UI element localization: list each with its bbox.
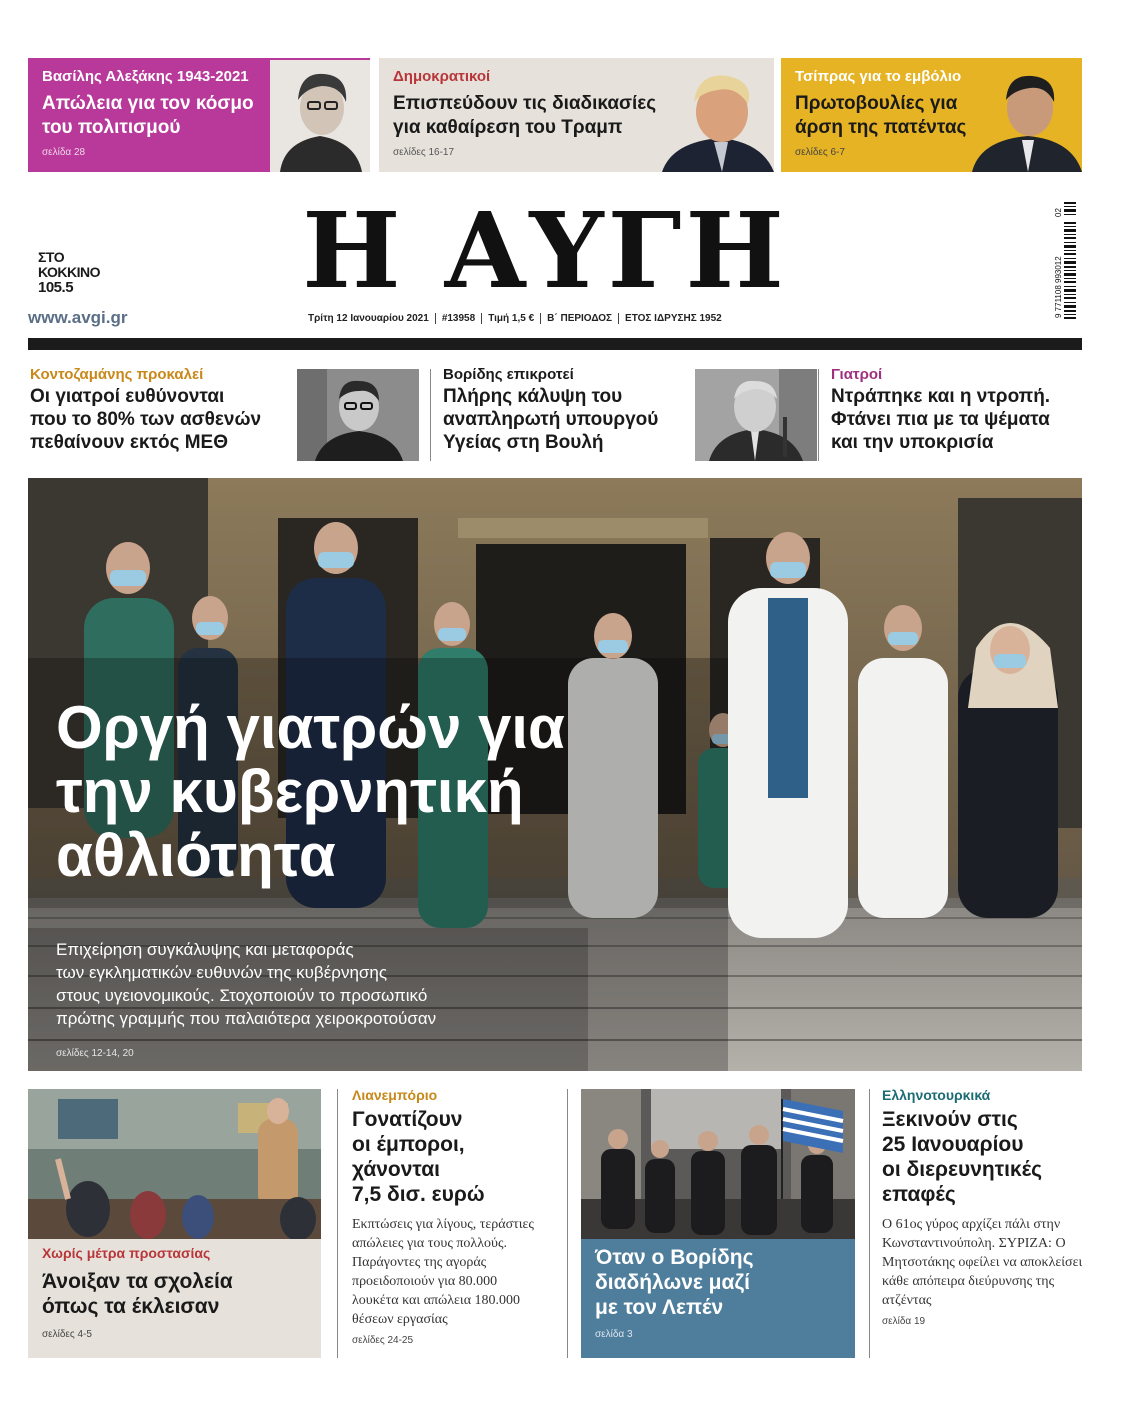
story-schools[interactable] <box>28 1089 321 1358</box>
issue-period: Β΄ ΠΕΡΙΟΔΟΣ <box>541 313 619 324</box>
column-divider <box>818 369 819 461</box>
hero-headline[interactable] <box>56 696 696 888</box>
story-title-line: Ξεκινούν στις <box>882 1108 1018 1131</box>
teaser-title-line: για καθαίρεση του Τραμπ <box>393 117 623 138</box>
protest-photo <box>581 1089 855 1239</box>
teaser-title <box>30 385 295 454</box>
story-title-line: 7,5 δισ. ευρώ <box>352 1183 485 1206</box>
story-title <box>882 1107 1092 1207</box>
hero-deck <box>56 938 526 1030</box>
teaser-title-line: Ντράπηκε και η ντροπή. <box>831 386 1051 407</box>
teaser-alexakis[interactable] <box>28 58 370 172</box>
story-voridis-lepen[interactable] <box>581 1089 855 1358</box>
teaser-doctors[interactable] <box>831 366 1096 454</box>
teaser-tsipras[interactable] <box>781 58 1082 172</box>
teaser-title-line: Υγείας στη Βουλή <box>443 432 604 453</box>
issue-price: Τιμή 1,5 € <box>482 313 541 324</box>
story-title-line: οι διερευνητικές <box>882 1158 1043 1181</box>
classroom-photo <box>28 1089 321 1239</box>
story-title <box>352 1107 540 1207</box>
portrait-thumbnail <box>695 369 817 461</box>
column-divider <box>567 1089 568 1358</box>
teaser-trump[interactable] <box>379 58 774 172</box>
teaser-pages: σελίδα 28 <box>42 147 86 158</box>
teaser-title-line: Φτάνει πια με τα ψέματα <box>831 409 1050 430</box>
story-body: Εκπτώσεις για λίγους, τεράστιες απώλειες για τους πολλούς. Παράγοντες της αγοράς προειδοποιούν για 80.000 λουκέτα και απώλεια 180.000 θέσεων εργασίας <box>352 1217 534 1327</box>
story-kicker: Λιανεμπόριο <box>352 1087 438 1103</box>
hero-deck-line: Επιχείρηση συγκάλυψης και μεταφοράς <box>56 940 354 959</box>
barcode-icon <box>1050 200 1076 320</box>
issue-date: Τρίτη 12 Ιανουαρίου 2021 <box>308 313 436 324</box>
teaser-title-line: Πλήρης κάλυψη του <box>443 386 623 407</box>
issue-info-line <box>308 313 786 324</box>
story-retail[interactable] <box>352 1087 540 1346</box>
hero-deck-line: των εγκληματικών ευθυνών της κυβέρνησης <box>56 963 388 982</box>
hero-pages: σελίδες 12-14, 20 <box>56 1048 134 1059</box>
story-title-line: χάνονται <box>352 1158 440 1181</box>
story-title-line: επαφές <box>882 1183 956 1206</box>
story-title-line: Όταν ο Βορίδης <box>595 1246 754 1269</box>
story-title <box>595 1245 845 1320</box>
story-title-line: διαδήλωνε μαζί <box>595 1271 750 1294</box>
portrait-photo <box>662 60 774 172</box>
story-pages: σελίδα 19 <box>882 1316 926 1327</box>
hero-headline-line: την κυβερνητική <box>56 758 524 825</box>
founding-year: ΕΤΟΣ ΙΔΡΥΣΗΣ 1952 <box>625 313 722 324</box>
story-greek-turkish[interactable] <box>882 1087 1092 1327</box>
story-title-line: Άνοιξαν τα σχολεία <box>42 1270 233 1293</box>
teaser-title-line: αναπληρωτή υπουργού <box>443 409 659 430</box>
radio-logo-line: ΚΟΚΚΙΝΟ <box>38 264 100 280</box>
story-title-line: Γονατίζουν <box>352 1108 463 1131</box>
portrait-photo <box>270 60 370 172</box>
teaser-title: Απώλεια για τον κόσμο του πολιτισμού <box>42 93 254 138</box>
portrait-thumbnail <box>297 369 419 461</box>
hero-deck-line: πρώτης γραμμής που παλαιότερα χειροκροτούσαν <box>56 1009 437 1028</box>
teaser-title <box>831 385 1096 454</box>
story-title <box>42 1269 312 1319</box>
teaser-kicker: Βασίλης Αλεξάκης 1943-2021 <box>42 68 249 85</box>
column-divider <box>337 1089 338 1358</box>
hero-headline-line: αθλιότητα <box>56 822 336 889</box>
teaser-title-line: που το 80% των ασθενών <box>30 409 262 430</box>
story-body: Ο 61ος γύρος αρχίζει πάλι στην Κωνσταντινούπολη. ΣΥΡΙΖΑ: Ο Μητσοτάκης οφείλει να αποκλείσει κάθε απόπειρα διεύρυνσης της ατζέντας <box>882 1217 1083 1308</box>
teaser-kicker: Βορίδης επικροτεί <box>443 366 574 383</box>
masthead-rule <box>28 338 1082 350</box>
teaser-kontozamanis[interactable] <box>30 366 295 454</box>
teaser-pages: σελίδες 16-17 <box>393 147 455 158</box>
story-title-line: όπως τα έκλεισαν <box>42 1295 220 1318</box>
portrait-photo <box>972 60 1082 172</box>
story-title-line: οι έμποροι, <box>352 1133 465 1156</box>
story-title-line: 25 Ιανουαρίου <box>882 1133 1024 1156</box>
column-divider <box>869 1089 870 1358</box>
story-pages: σελίδες 4-5 <box>42 1329 92 1340</box>
teaser-title-line: Επισπεύδουν τις διαδικασίες <box>393 93 657 114</box>
teaser-title-line: Οι γιατροί ευθύνονται <box>30 386 225 407</box>
hero-headline-line: Οργή γιατρών για <box>56 694 565 761</box>
teaser-kicker: Γιατροί <box>831 366 883 383</box>
barcode-number: 9 771108 993012 <box>1054 256 1063 318</box>
teaser-title <box>443 385 688 454</box>
story-title-line: με τον Λεπέν <box>595 1296 724 1319</box>
radio-logo-line: ΣΤΟ <box>38 249 65 265</box>
story-kicker: Χωρίς μέτρα προστασίας <box>42 1245 211 1261</box>
story-pages: σελίδα 3 <box>595 1329 633 1340</box>
newspaper-masthead: Η ΑΥΓΗ <box>302 189 788 312</box>
column-divider <box>430 369 431 461</box>
teaser-title-line: και την υποκρισία <box>831 432 994 453</box>
radio-logo-frequency: 105.5 <box>38 279 74 296</box>
barcode-addon: 02 <box>1054 208 1063 217</box>
website-link[interactable]: www.avgi.gr <box>28 308 128 327</box>
teaser-kicker: Τσίπρας για το εμβόλιο <box>795 68 962 85</box>
radio-logo[interactable] <box>38 250 138 295</box>
teaser-kicker: Δημοκρατικοί <box>393 68 491 85</box>
teaser-title-line: Πρωτοβουλίες για <box>795 93 958 114</box>
teaser-title-line: πεθαίνουν εκτός ΜΕΘ <box>30 432 229 453</box>
teaser-kicker: Κοντοζαμάνης προκαλεί <box>30 366 204 383</box>
story-pages: σελίδες 24-25 <box>352 1335 414 1346</box>
teaser-pages: σελίδες 6-7 <box>795 147 845 158</box>
teaser-title-line: άρση της πατέντας <box>795 117 967 138</box>
issue-number: #13958 <box>436 313 482 324</box>
story-kicker: Ελληνοτουρκικά <box>882 1087 991 1103</box>
teaser-title <box>393 92 656 140</box>
teaser-voridis[interactable] <box>443 366 688 454</box>
hero-deck-line: στους υγειονομικούς. Στοχοποιούν το προσωπικό <box>56 986 428 1005</box>
teaser-title <box>795 92 966 140</box>
